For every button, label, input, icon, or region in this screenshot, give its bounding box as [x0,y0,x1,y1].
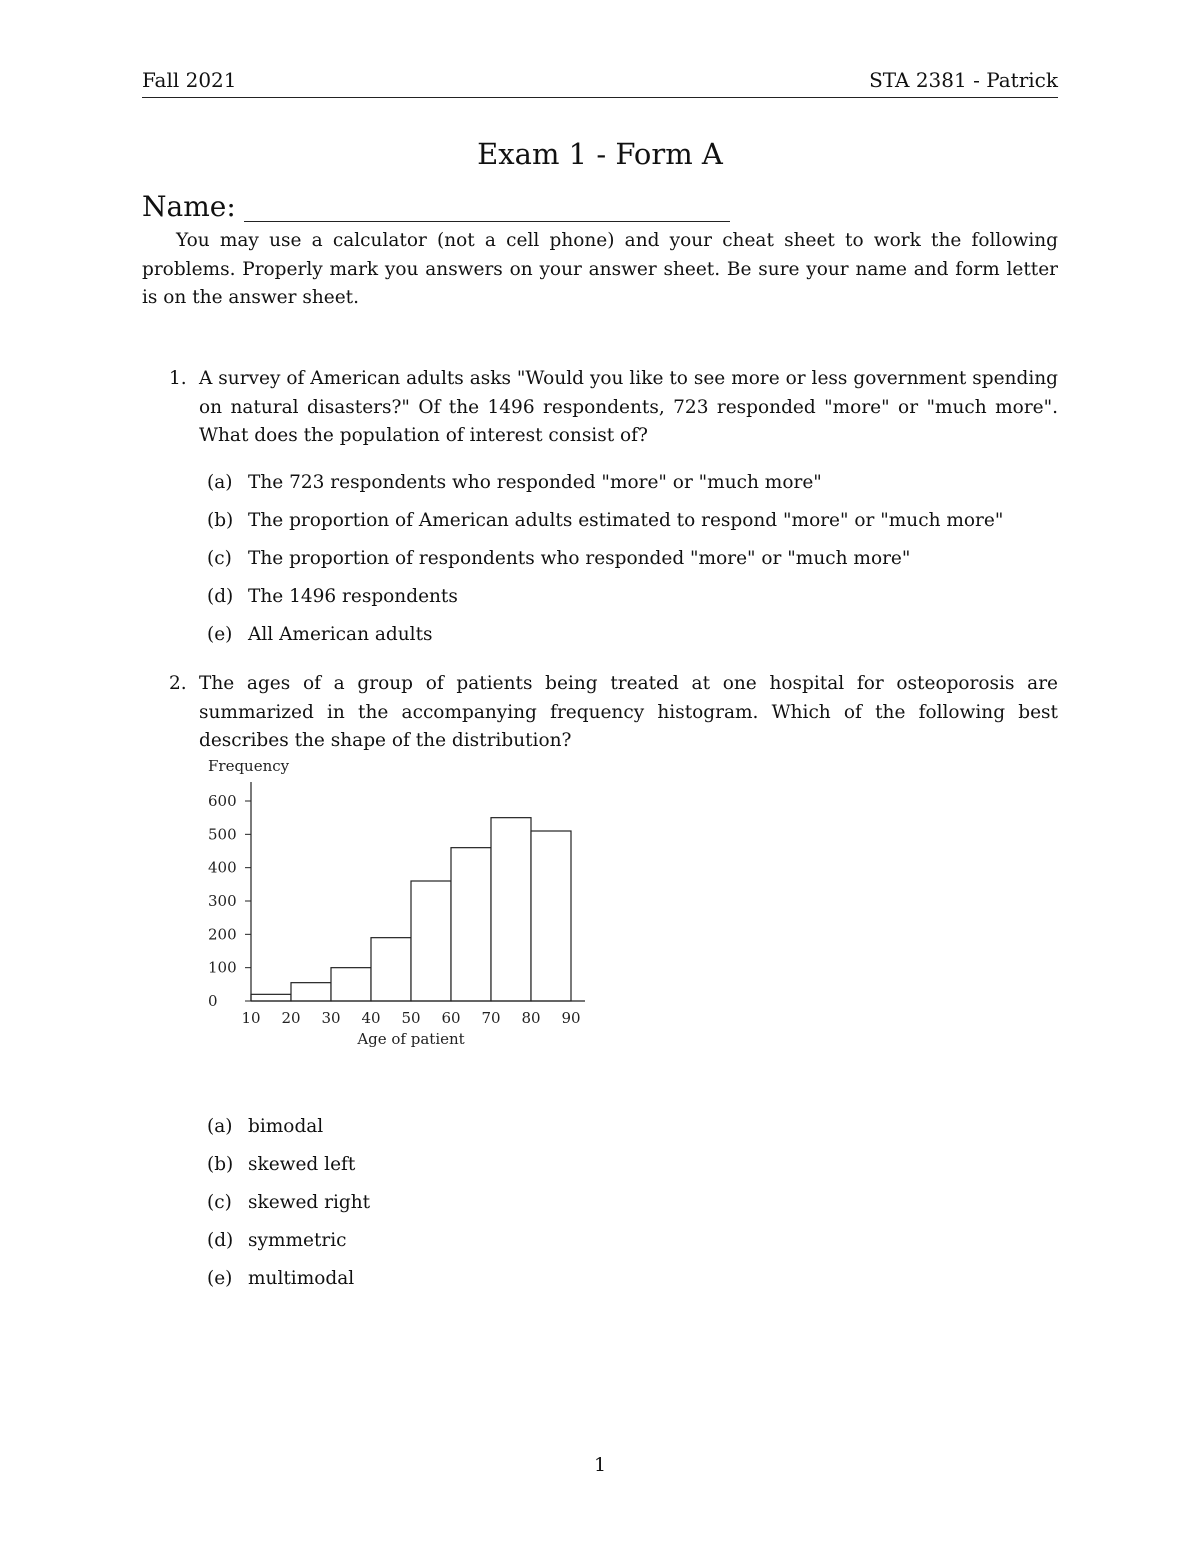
histogram-bar-60-70 [451,848,491,1001]
x-tick-label: 30 [321,1009,341,1027]
option-text: skewed right [248,1192,371,1213]
question-number: 2. [169,673,187,694]
x-tick-label: 10 [241,1009,261,1027]
y-tick-label: 400 [208,858,237,877]
y-axis-label: Frequency [208,757,290,775]
name-label: Name: [142,190,236,223]
option-text: The proportion of American adults estimated to respond "more" or "much more" [248,510,1004,531]
name-blank-line [244,221,730,222]
option-1c [207,545,910,573]
option-1b [207,507,1003,535]
option-text: bimodal [248,1116,324,1137]
x-tick-label: 20 [281,1009,301,1027]
option-label: (d) [207,1230,234,1251]
y-tick-label: 600 [208,792,237,810]
option-label: (c) [207,548,232,569]
option-label: (b) [207,510,234,531]
option-text: symmetric [248,1230,347,1251]
page-header [142,66,1058,98]
course-label: STA 2381 - Patrick [869,68,1058,92]
exam-title: Exam 1 - Form A [477,137,723,171]
option-1e [207,621,433,649]
option-2a [207,1113,323,1141]
question-2 [142,670,1058,756]
option-1a [207,469,822,497]
x-tick-label: 70 [481,1009,501,1027]
option-label: (d) [207,586,234,607]
question-1 [142,365,1058,451]
option-2d [207,1227,347,1255]
option-label: (e) [207,624,233,645]
option-text: The 1496 respondents [248,586,458,607]
age-histogram [200,750,600,1050]
histogram-bar-20-30 [291,983,331,1001]
option-2c [207,1189,370,1217]
page-number: 1 [593,1454,607,1476]
histogram-bar-30-40 [331,968,371,1001]
option-label: (c) [207,1192,232,1213]
option-label: (a) [207,1116,233,1137]
option-1d [207,583,458,611]
option-text: skewed left [248,1154,356,1175]
option-text: The 723 respondents who responded "more" or "much more" [248,472,822,493]
option-2b [207,1151,355,1179]
option-label: (e) [207,1268,233,1289]
instructions: You may use a calculator (not a cell phone) and your cheat sheet to work the following problems. Properly mark you answers on your answer sheet. Be sure your name and form letter is on the answer sheet. [142,230,1058,308]
y-tick-label: 300 [208,892,237,910]
x-tick-label: 90 [561,1009,581,1027]
question-text: A survey of American adults asks "Would you like to see more or less government spending on natural disasters?" Of the 1496 respondents, 723 responded "more" or "much more". What does the population of interest consist of? [199,368,1058,446]
option-text: All American adults [248,624,433,645]
y-tick-label: 100 [208,958,237,977]
y-tick-label: 500 [208,825,237,844]
y-tick-label: 200 [208,925,237,944]
x-tick-label: 40 [361,1009,381,1027]
option-2e [207,1265,354,1293]
histogram-bar-80-90 [531,831,571,1001]
option-text: multimodal [248,1268,355,1289]
option-text: The proportion of respondents who responded "more" or "much more" [248,548,911,569]
question-number: 1. [169,368,187,389]
histogram-bar-50-60 [411,881,451,1001]
question-text: The ages of a group of patients being treated at one hospital for osteoporosis are summarized in the accompanying frequency histogram. Which of the following best describes the shape of the distribution? [199,673,1058,751]
histogram-bar-10-20 [251,994,291,1001]
x-axis-label: Age of patient [357,1030,465,1048]
histogram-bar-70-80 [491,818,531,1001]
term-label: Fall 2021 [142,68,237,92]
option-label: (a) [207,472,233,493]
x-tick-label: 60 [441,1009,461,1027]
y-tick-label: 0 [208,992,218,1010]
histogram-bar-40-50 [371,938,411,1001]
option-label: (b) [207,1154,234,1175]
x-tick-label: 50 [401,1009,421,1027]
x-tick-label: 80 [521,1009,541,1027]
